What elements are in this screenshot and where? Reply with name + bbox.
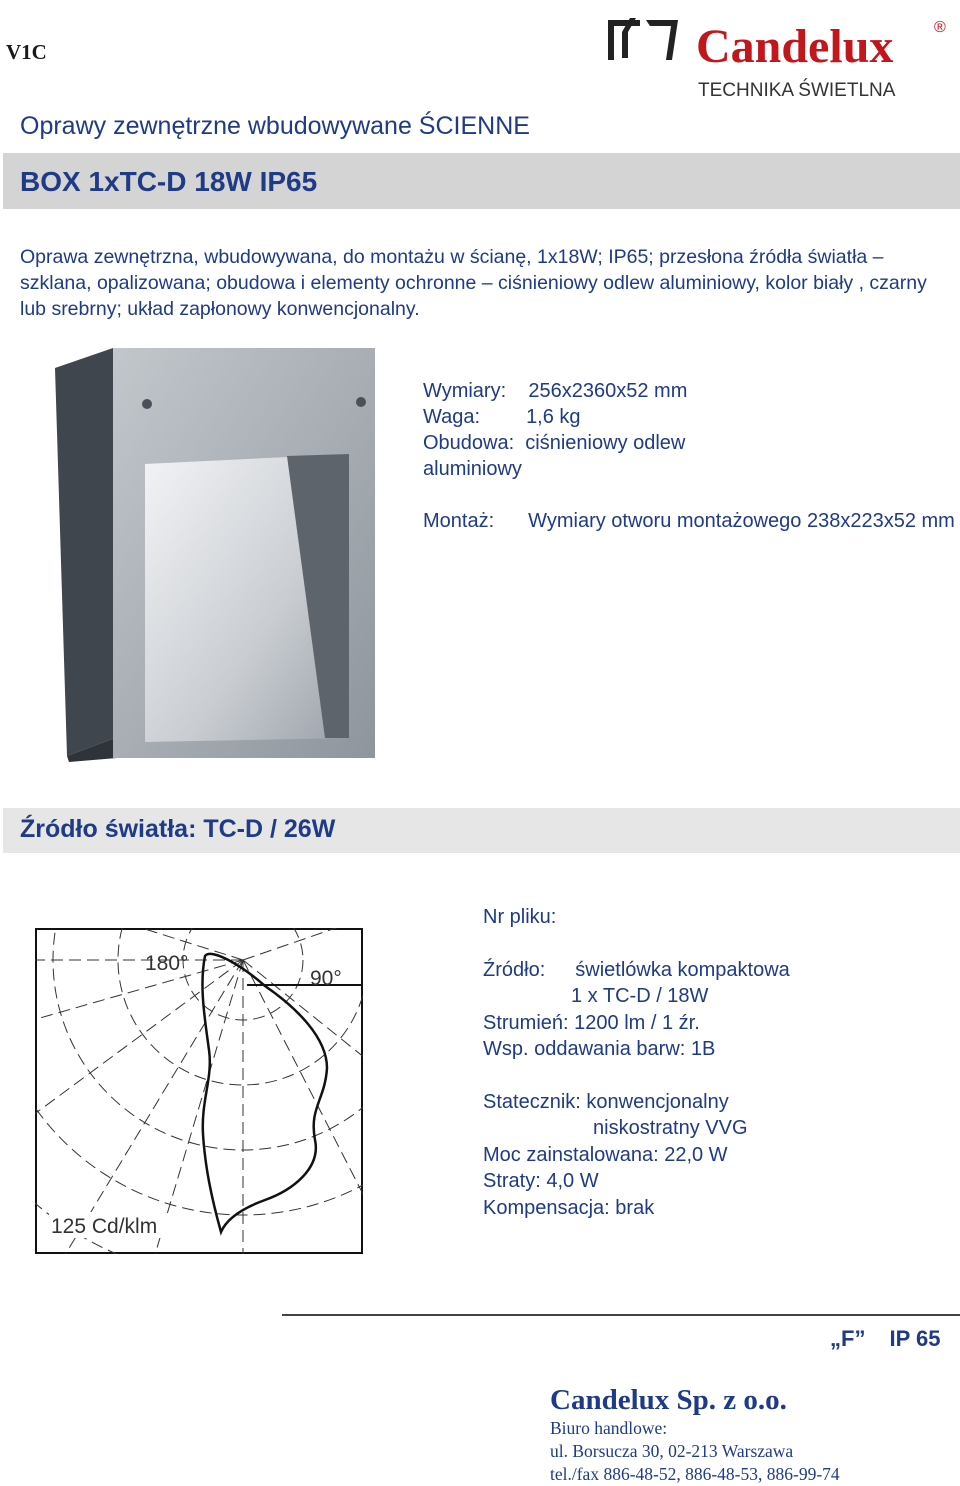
spec-housing bbox=[423, 430, 955, 456]
ballast-value-2: niskostratny VVG bbox=[593, 1117, 748, 1139]
product-title: BOX 1xTC-D 18W IP65 bbox=[20, 166, 318, 197]
product-photo bbox=[55, 346, 380, 762]
spec-weight-value: 1,6 kg bbox=[526, 406, 581, 428]
company-phone: tel./fax 886-48-52, 886-48-53, 886-99-74 bbox=[550, 1464, 840, 1484]
company-info bbox=[550, 1383, 840, 1486]
polar-diagram bbox=[35, 928, 363, 1254]
category-heading: Oprawy zewnętrzne wbudowywane ŚCIENNE bbox=[20, 112, 530, 140]
spec-dimensions-value: 256x2360x52 mm bbox=[528, 380, 688, 402]
spec-mounting bbox=[423, 508, 955, 534]
spec-mounting-label: Montaż: bbox=[423, 510, 495, 532]
color-rendering: Wsp. oddawania barw: 1B bbox=[483, 1038, 716, 1060]
luminous-flux: Strumień: 1200 lm / 1 źr. bbox=[483, 1011, 700, 1034]
polar-180-label: 180° bbox=[145, 952, 189, 975]
file-number: Nr pliku: bbox=[483, 906, 557, 928]
power-losses: Straty: 4,0 W bbox=[483, 1170, 599, 1192]
document-code: V1C bbox=[6, 40, 47, 64]
footer-divider bbox=[282, 1314, 960, 1316]
ip-rating: IP 65 bbox=[889, 1326, 941, 1351]
company-address: ul. Borsucza 30, 02-213 Warszawa bbox=[550, 1441, 794, 1461]
company-office: Biuro handlowe: bbox=[550, 1418, 668, 1438]
ballast-value: konwencjonalny bbox=[586, 1090, 729, 1113]
source-value: świetlówka kompaktowa bbox=[575, 958, 790, 981]
spec-dimensions bbox=[423, 378, 955, 404]
logo-tagline: TECHNIKA ŚWIETLNA bbox=[698, 80, 896, 101]
polar-unit-label: 125 Cd/klm bbox=[51, 1215, 158, 1238]
ballast-label: Statecznik: bbox=[483, 1090, 581, 1113]
spec-dimensions-label: Wymiary: bbox=[423, 380, 507, 402]
ballast-row bbox=[483, 1089, 790, 1116]
technical-data bbox=[483, 904, 790, 1221]
company-name: Candelux Sp. z o.o. bbox=[550, 1384, 787, 1416]
source-row bbox=[483, 957, 790, 984]
installed-power: Moc zainstalowana: 22,0 W bbox=[483, 1143, 728, 1166]
spec-housing-value: ciśnieniowy odlew bbox=[525, 432, 686, 454]
logo-mark-icon bbox=[608, 18, 678, 60]
logo-registered: ® bbox=[934, 19, 946, 36]
source-label: Źródło: bbox=[483, 958, 546, 981]
spec-housing-cont: aluminiowy bbox=[423, 458, 522, 480]
class-f-mark: „F” bbox=[830, 1326, 866, 1351]
spec-housing-label: Obudowa: bbox=[423, 432, 515, 454]
candelux-logo bbox=[600, 8, 955, 103]
spec-block bbox=[423, 378, 955, 534]
spec-weight bbox=[423, 404, 955, 430]
logo-brand: Candelux bbox=[696, 20, 894, 73]
spec-mounting-value: Wymiary otworu montażowego 238x223x52 mm bbox=[528, 510, 955, 532]
product-description: Oprawa zewnętrzna, wbudowywana, do montażu w ścianę, 1x18W; IP65; przesłona źródła światła – szklana, opalizowana; obudowa i elementy ochronne – ciśnieniowy odlew aluminiowy, kolor biały , czarny lub srebrny; układ zapłonowy konwencjonalny. bbox=[20, 246, 927, 320]
spec-weight-label: Waga: bbox=[423, 406, 481, 428]
classification-marks bbox=[830, 1326, 940, 1352]
source-value-2: 1 x TC-D / 18W bbox=[571, 985, 709, 1007]
polar-90-label: 90° bbox=[310, 967, 342, 990]
compensation: Kompensacja: brak bbox=[483, 1196, 655, 1219]
light-source-heading: Źródło światła: TC-D / 26W bbox=[20, 815, 336, 843]
